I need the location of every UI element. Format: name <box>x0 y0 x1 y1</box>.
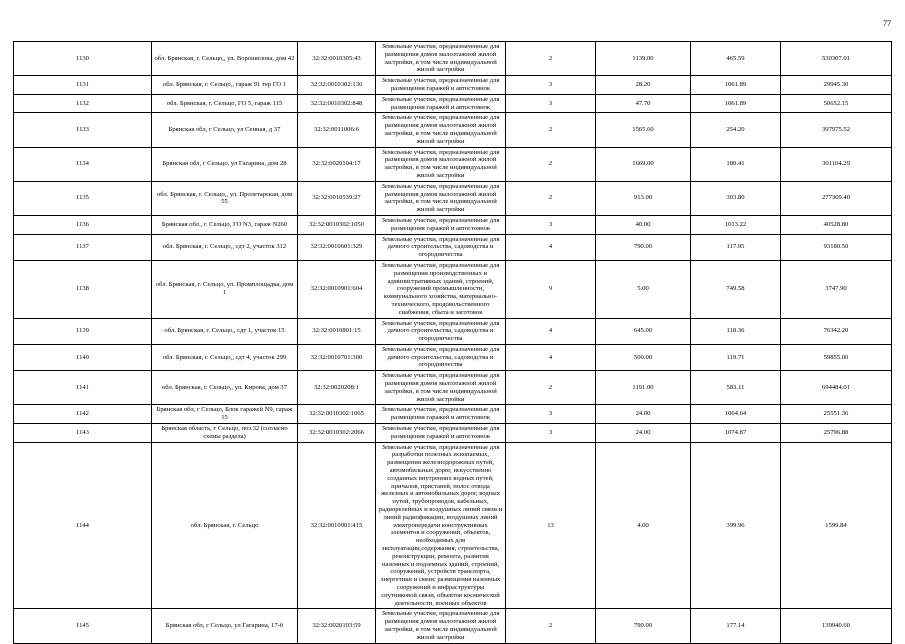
land-use-cell: Земельные участки, предназначенные для дачного строительства, садоводства и огородничества <box>376 234 506 260</box>
specific-value-cell: 1064.64 <box>691 405 781 424</box>
table-row <box>14 181 892 215</box>
row-number: 1135 <box>14 181 152 215</box>
area-cell: 1191.00 <box>596 371 691 405</box>
cadastral-number-cell: 32:32:0010302:848 <box>298 94 376 113</box>
table-row <box>14 234 892 260</box>
land-use-cell: Земельные участки, предназначенные для размещения гаражей и автостоянок <box>376 94 506 113</box>
land-use-cell: Земельные участки, предназначенные для размещения производственных и административных зданий, строений, сооружений промышленности, коммунального хозяйства, материально-технического, продовольственного снабжения, сбыта и заготовок <box>376 260 506 318</box>
row-number: 1132 <box>14 94 152 113</box>
row-number: 1137 <box>14 234 152 260</box>
row-number: 1145 <box>14 609 152 643</box>
cadastral-value-cell: 301104.29 <box>781 147 892 181</box>
cadastral-value-cell: 1599.84 <box>781 442 892 609</box>
cadastral-value-cell: 3747.90 <box>781 260 892 318</box>
specific-value-cell: 465.59 <box>691 42 781 76</box>
cadastral-value-cell: 397975.52 <box>781 113 892 147</box>
group-cell: 4 <box>506 344 596 370</box>
area-cell: 47.70 <box>596 94 691 113</box>
row-number: 1141 <box>14 371 152 405</box>
address-cell: обл. Брянская, г. Сельцо,, сдт 4, участок 299 <box>152 344 298 370</box>
group-cell: 2 <box>506 609 596 643</box>
table-row <box>14 215 892 234</box>
row-number: 1136 <box>14 215 152 234</box>
specific-value-cell: 119.71 <box>691 344 781 370</box>
land-use-cell: Земельные участки, предназначенные для размещения гаражей и автостоянок <box>376 76 506 95</box>
area-cell: 40.00 <box>596 215 691 234</box>
cadastral-value-cell: 694484.01 <box>781 371 892 405</box>
land-use-cell: Земельные участки, предназначенные для размещения домов малоэтажной жилой застройки, в том числе индивидуальной жилой застройки <box>376 147 506 181</box>
table-row <box>14 609 892 643</box>
specific-value-cell: 399.96 <box>691 442 781 609</box>
table-row <box>14 147 892 181</box>
area-cell: 913.00 <box>596 181 691 215</box>
cadastral-value-table <box>13 41 892 644</box>
address-cell: обл. Брянская, г. Сельцо,, сдт 2, участок 312 <box>152 234 298 260</box>
specific-value-cell: 118.36 <box>691 318 781 344</box>
area-cell: 790.00 <box>596 234 691 260</box>
area-cell: 24.00 <box>596 405 691 424</box>
specific-value-cell: 749.58 <box>691 260 781 318</box>
group-cell: 3 <box>506 215 596 234</box>
group-cell: 4 <box>506 318 596 344</box>
land-use-cell: Земельные участки, предназначенные для разработки полезных ископаемых, размещения железнодорожных путей, автомобильных дорог, искусственно созданных внутренних водных путей, причалов, пристаней, полос отвода железных и автомобильных дорог, водных путей, трубопроводов, кабельных, радиорелейных и воздушных линий связи и линий радиофикации, воздушных линий электропередачи конструктивных элементов и сооружений, объектов, необходимых для эксплуатации,содержания, строительства, реконструкции, ремонта, развития наземных и подземных зданий, строений, сооружений, устройств транспорта, энергетики и связи; размещения наземных сооружений и инфраструктуры спутниковой связи, объектов космической деятельности, военных объектов <box>376 442 506 609</box>
table-row <box>14 405 892 424</box>
cadastral-value-cell: 76342.20 <box>781 318 892 344</box>
group-cell: 2 <box>506 181 596 215</box>
area-cell: 790.00 <box>596 609 691 643</box>
page-number: 77 <box>883 19 891 28</box>
group-cell: 2 <box>506 371 596 405</box>
land-use-cell: Земельные участки, предназначенные для размещения гаражей и автостоянок <box>376 215 506 234</box>
address-cell: обл. Брянская, г. Сельцо,, ул. Пролетарская, дом 55 <box>152 181 298 215</box>
row-number: 1131 <box>14 76 152 95</box>
address-cell: обл. Брянская, г. Сельцо,, ул. Ворошилова, дом 42 <box>152 42 298 76</box>
cadastral-value-cell: 139940.60 <box>781 609 892 643</box>
address-cell: Брянская область, г Сельцо, поз.32 (согласно схемы раздела) <box>152 424 298 443</box>
area-cell: 4.00 <box>596 442 691 609</box>
cadastral-number-cell: 32:32:0020208:1 <box>298 371 376 405</box>
land-use-cell: Земельные участки, предназначенные для размещения домов малоэтажной жилой застройки, в том числе индивидуальной жилой застройки <box>376 113 506 147</box>
land-use-cell: Земельные участки, предназначенные для размещения домов малоэтажной жилой застройки, в том числе индивидуальной жилой застройки <box>376 609 506 643</box>
group-cell: 2 <box>506 113 596 147</box>
table-row <box>14 344 892 370</box>
cadastral-value-cell: 277369.40 <box>781 181 892 215</box>
row-number: 1143 <box>14 424 152 443</box>
cadastral-number-cell: 32:32:0010901:415 <box>298 442 376 609</box>
land-use-cell: Земельные участки, предназначенные для размещения гаражей и автостоянок <box>376 424 506 443</box>
address-cell: Брянская обл, г Сельцо, ул Гагарина, 17-б <box>152 609 298 643</box>
specific-value-cell: 583.11 <box>691 371 781 405</box>
address-cell: обл. Брянская, г. Сельцо,, сдт 1, участок 15 <box>152 318 298 344</box>
row-number: 1140 <box>14 344 152 370</box>
cadastral-number-cell: 32:32:0010302:2066 <box>298 424 376 443</box>
address-cell: Брянская обл, г Сельцо, ул Сенная, д 37 <box>152 113 298 147</box>
group-cell: 4 <box>506 234 596 260</box>
cadastral-number-cell: 32:32:0010539:27 <box>298 181 376 215</box>
land-use-cell: Земельные участки, предназначенные для размещения домов малоэтажной жилой застройки, в том числе индивидуальной жилой застройки <box>376 42 506 76</box>
group-cell: 3 <box>506 94 596 113</box>
row-number: 1142 <box>14 405 152 424</box>
cadastral-value-cell: 29945.30 <box>781 76 892 95</box>
group-cell: 3 <box>506 424 596 443</box>
address-cell: Брянская обл., г. Сельцо, ГО N3, гараж N260 <box>152 215 298 234</box>
specific-value-cell: 1061.89 <box>691 76 781 95</box>
area-cell: 500.00 <box>596 344 691 370</box>
specific-value-cell: 303.80 <box>691 181 781 215</box>
specific-value-cell: 117.95 <box>691 234 781 260</box>
cadastral-number-cell: 32:32:0010601:329 <box>298 234 376 260</box>
land-use-cell: Земельные участки, предназначенные для размещения домов малоэтажной жилой застройки, в том числе индивидуальной жилой застройки <box>376 181 506 215</box>
cadastral-number-cell: 32:32:0010302:1065 <box>298 405 376 424</box>
area-cell: 24.00 <box>596 424 691 443</box>
group-cell: 2 <box>506 42 596 76</box>
cadastral-number-cell: 32:32:0020103:59 <box>298 609 376 643</box>
cadastral-value-cell: 25551.36 <box>781 405 892 424</box>
row-number: 1138 <box>14 260 152 318</box>
area-cell: 1565.60 <box>596 113 691 147</box>
address-cell: обл. Брянская, г. Сельцо, ГО 5, гараж 115 <box>152 94 298 113</box>
row-number: 1133 <box>14 113 152 147</box>
area-cell: 28.20 <box>596 76 691 95</box>
cadastral-number-cell: 32:32:0010801:15 <box>298 318 376 344</box>
specific-value-cell: 1074.87 <box>691 424 781 443</box>
group-cell: 3 <box>506 76 596 95</box>
area-cell: 5.00 <box>596 260 691 318</box>
address-cell: обл. Брянская, г. Сельцо,, гараж 91 тер ГО 1 <box>152 76 298 95</box>
address-cell: обл. Брянская, г. Сельцо <box>152 442 298 609</box>
table-row <box>14 424 892 443</box>
cadastral-number-cell: 32:32:0010302:1050 <box>298 215 376 234</box>
cadastral-number-cell: 32:32:0010901:604 <box>298 260 376 318</box>
cadastral-number-cell: 32:32:0020104:17 <box>298 147 376 181</box>
land-use-cell: Земельные участки, предназначенные для размещения домов малоэтажной жилой застройки, в том числе индивидуальной жилой застройки <box>376 371 506 405</box>
area-cell: 645.00 <box>596 318 691 344</box>
table-row <box>14 318 892 344</box>
address-cell: Брянская обл, г Сельцо, ул Гагарина, дом 28 <box>152 147 298 181</box>
address-cell: обл. Брянская, г. Сельцо,, ул. Кирова, дом 37 <box>152 371 298 405</box>
row-number: 1144 <box>14 442 152 609</box>
address-cell: Брянская обл, г Сельцо, Блок гаражей N9, гараж 15 <box>152 405 298 424</box>
cadastral-number-cell: 32:32:0011006:6 <box>298 113 376 147</box>
row-number: 1139 <box>14 318 152 344</box>
cadastral-value-cell: 25796.88 <box>781 424 892 443</box>
specific-value-cell: 1061.89 <box>691 94 781 113</box>
table-row <box>14 442 892 609</box>
cadastral-value-cell: 50652.15 <box>781 94 892 113</box>
area-cell: 1669.00 <box>596 147 691 181</box>
cadastral-number-cell: 32:32:0010302:136 <box>298 76 376 95</box>
row-number: 1130 <box>14 42 152 76</box>
cadastral-number-cell: 32:32:0010305:43 <box>298 42 376 76</box>
specific-value-cell: 180.41 <box>691 147 781 181</box>
cadastral-value-cell: 59855.00 <box>781 344 892 370</box>
table-row <box>14 260 892 318</box>
group-cell: 2 <box>506 147 596 181</box>
table-row <box>14 76 892 95</box>
cadastral-value-cell: 40528.80 <box>781 215 892 234</box>
table-row <box>14 371 892 405</box>
table-row <box>14 113 892 147</box>
cadastral-value-cell: 93180.50 <box>781 234 892 260</box>
land-use-cell: Земельные участки, предназначенные для размещения гаражей и автостоянок <box>376 405 506 424</box>
table-row <box>14 42 892 76</box>
table-row <box>14 94 892 113</box>
area-cell: 1139.00 <box>596 42 691 76</box>
group-cell: 13 <box>506 442 596 609</box>
cadastral-number-cell: 32:32:0010701:300 <box>298 344 376 370</box>
specific-value-cell: 254.20 <box>691 113 781 147</box>
address-cell: обл. Брянская, г. Сельцо, ул. Промплощадка, дом 1 <box>152 260 298 318</box>
cadastral-value-cell: 530307.01 <box>781 42 892 76</box>
land-use-cell: Земельные участки, предназначенные для дачного строительства, садоводства и огородничества <box>376 344 506 370</box>
group-cell: 9 <box>506 260 596 318</box>
land-use-cell: Земельные участки, предназначенные для дачного строительства, садоводства и огородничества <box>376 318 506 344</box>
specific-value-cell: 1013.22 <box>691 215 781 234</box>
row-number: 1134 <box>14 147 152 181</box>
specific-value-cell: 177.14 <box>691 609 781 643</box>
group-cell: 3 <box>506 405 596 424</box>
